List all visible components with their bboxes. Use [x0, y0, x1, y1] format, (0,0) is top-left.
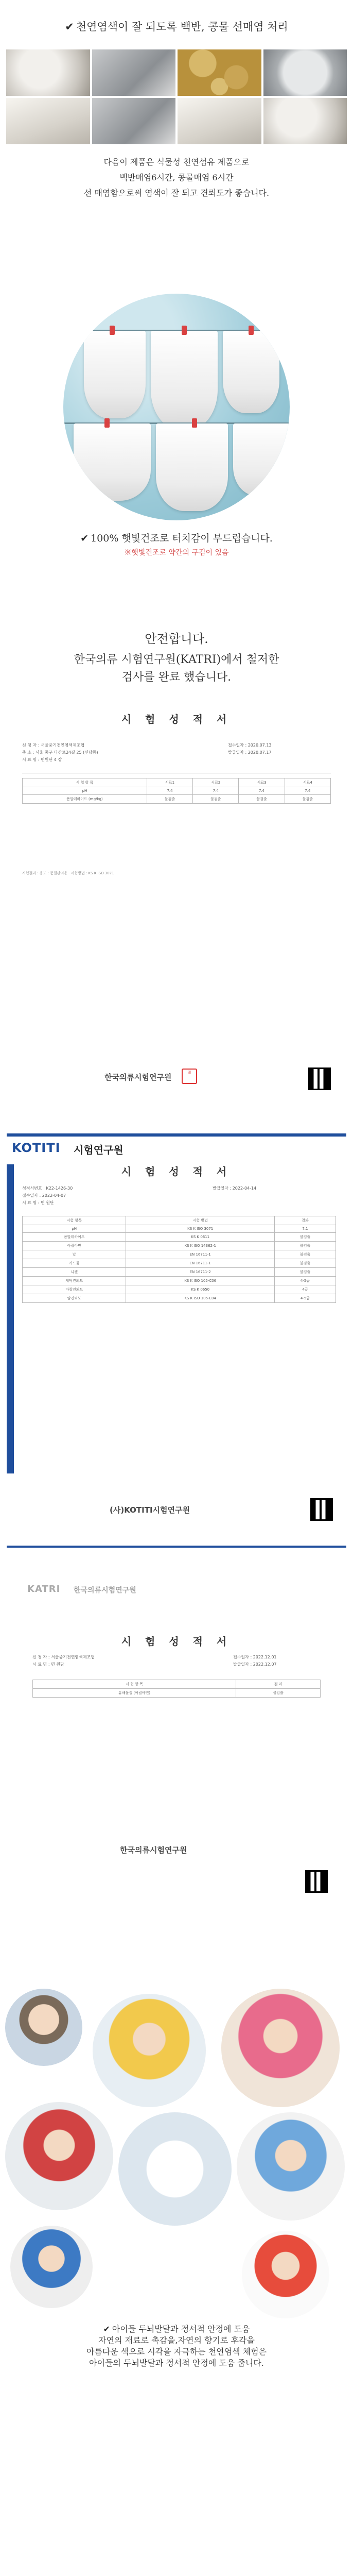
premordant-section	[0, 0, 353, 289]
table-row	[23, 1225, 336, 1233]
test-certificate-katri-2020	[12, 701, 341, 1113]
dyed-cloth-photo	[263, 98, 347, 144]
kid-photo	[237, 2112, 345, 2221]
table-row	[23, 1233, 336, 1242]
footer-bar	[7, 1546, 346, 1548]
table-cell: 7.4	[239, 787, 285, 795]
table-row	[23, 1259, 336, 1268]
table-cell: 7.4	[285, 787, 330, 795]
table-row	[23, 787, 331, 795]
certificate-note: 시험결과 : 용도 : 품질관리용 · 시험방법 : KS K ISO 3071	[22, 871, 114, 875]
table-cell: 4급	[274, 1285, 336, 1294]
table-header: 시험 항목	[23, 1216, 126, 1225]
field-line: 신 청 자 : 서울중기천연염색제조협	[32, 1655, 95, 1659]
steel-bowl-photo	[92, 98, 176, 144]
hanging-cloth	[74, 423, 151, 501]
institute-name: 한국의류시험연구원	[120, 1845, 187, 1855]
table-header: 시 험 항 목	[33, 1680, 236, 1689]
sun-dry-note: ※햇빛건조로 약간의 구김이 있음	[124, 549, 229, 557]
test-certificate-katri-2022	[17, 1577, 336, 1968]
table-row	[23, 1242, 336, 1250]
certificate-dates	[213, 1185, 336, 1192]
clothespin-icon	[249, 326, 254, 335]
hanging-cloth	[151, 331, 218, 429]
table-cell: 니켈	[23, 1268, 126, 1277]
kids-experience-section	[0, 1989, 353, 2370]
katri-logo: KATRI	[27, 1584, 61, 1595]
hanging-cloth	[223, 331, 279, 413]
safety-heading: 안전합니다.	[145, 632, 208, 646]
table-cell: 불검출	[274, 1233, 336, 1242]
field-line: 접수일자 : 2022-04-07	[22, 1193, 66, 1198]
field-line: 성적서번호 : K22-1426-30	[22, 1186, 73, 1191]
table-cell: 불검출	[274, 1242, 336, 1250]
cotton-photo	[6, 49, 90, 96]
premordant-title: ✔ 천연염색이 잘 되도록 백반, 콩물 선매염 처리	[65, 21, 288, 33]
certificate-title: 시 험 성 적 서	[121, 713, 232, 725]
clothespin-icon	[192, 418, 197, 428]
table-cell: KS K 0611	[126, 1233, 275, 1242]
certificate-fields	[22, 1185, 177, 1207]
kids-line: 아이들의 두뇌발달과 정서적 안정에 도움 줍니다.	[89, 2358, 264, 2368]
table-cell: KS K 0650	[126, 1285, 275, 1294]
table-row	[23, 1268, 336, 1277]
table-cell: 불검출	[274, 1259, 336, 1268]
clothespin-icon	[182, 326, 187, 335]
process-photo-grid	[6, 49, 347, 144]
table-cell: 불검출	[239, 795, 285, 804]
table-cell: EN 16711-1	[126, 1250, 275, 1259]
table-row	[23, 795, 331, 804]
kids-line: 아름다운 색으로 시각을 자극하는 천연염색 체험은	[86, 2347, 267, 2357]
kotiti-logo-korean: 시험연구원	[74, 1144, 123, 1156]
table-cell: 불검출	[274, 1268, 336, 1277]
safety-section	[0, 567, 353, 701]
field-line: 발급일자 : 2020.07.17	[228, 750, 272, 755]
field-line: 시 료 명 : 면원단 4 장	[22, 757, 62, 762]
field-line: 발급일자 : 2022-04-14	[213, 1186, 257, 1191]
kid-photo	[10, 2226, 93, 2308]
table-header: 시료3	[239, 778, 285, 787]
table-header: 결과	[274, 1216, 336, 1225]
certificate-fields	[22, 742, 187, 764]
table-row	[23, 1294, 336, 1303]
kid-photo	[5, 2102, 113, 2210]
table-cell: pH	[23, 1225, 126, 1233]
table-header: 시 험 항 목	[23, 778, 147, 787]
kid-photo	[93, 1994, 206, 2107]
results-table	[22, 1216, 336, 1303]
qr-code-icon	[305, 1870, 328, 1893]
kotiti-logo: KOTITI	[12, 1141, 61, 1155]
clothespin-icon	[104, 418, 110, 428]
table-cell: KS K ISO 14362-1	[126, 1242, 275, 1250]
table-cell: 마찰견뢰도	[23, 1285, 126, 1294]
description-line: 다음이 제품은 식물성 천연섬유 제품으로	[103, 157, 250, 167]
premordant-description	[0, 155, 353, 201]
table-cell: 7.1	[274, 1225, 336, 1233]
side-bar	[7, 1164, 14, 1473]
table-header-row	[23, 778, 331, 787]
table-cell: 7.4	[193, 787, 239, 795]
seal-stamp-icon: 印	[182, 1069, 197, 1084]
table-cell: 폼알데하이드	[23, 1233, 126, 1242]
header-bar	[7, 1133, 346, 1137]
fabric-soak-photo	[6, 98, 90, 144]
table-cell: 불검출	[193, 795, 239, 804]
hanging-cloth	[233, 423, 290, 496]
table-header: 시료4	[285, 778, 330, 787]
kids-line: 자연의 재료로 촉감을,자연의 향기로 후각을	[98, 2335, 255, 2345]
table-cell: 아릴아민	[23, 1242, 126, 1250]
table-cell: 7.4	[147, 787, 192, 795]
kid-photo	[5, 1989, 82, 2066]
table-header: 결 과	[236, 1680, 321, 1689]
table-cell: KS K ISO 3071	[126, 1225, 275, 1233]
subheading-line: 한국의류 시험연구원(KATRI)에서 철저한	[74, 653, 279, 666]
table-header-row	[33, 1680, 321, 1689]
kids-description	[0, 2324, 353, 2369]
soybean-photo	[178, 49, 261, 96]
test-certificate-kotiti	[7, 1133, 346, 1556]
kid-photo	[242, 2231, 329, 2318]
institute-name: (사)KOTITI시험연구원	[110, 1505, 190, 1515]
metal-plate-photo	[263, 49, 347, 96]
table-cell: KS K ISO 105-C06	[126, 1277, 275, 1285]
table-cell: KS K ISO 105-E04	[126, 1294, 275, 1303]
subheading-line: 검사를 완료 했습니다.	[121, 671, 232, 684]
check-icon: ✔	[65, 21, 74, 33]
table-row	[23, 1250, 336, 1259]
table-cell: 4-5급	[274, 1294, 336, 1303]
certificate-title: 시 험 성 적 서	[121, 1635, 232, 1648]
katri-logo-korean: 한국의류시험연구원	[74, 1586, 136, 1595]
hanging-cloth	[156, 423, 228, 511]
table-cell: 불검출	[285, 795, 330, 804]
check-icon: ✔	[80, 533, 89, 544]
table-header: 시료1	[147, 778, 192, 787]
table-cell: 세탁견뢰도	[23, 1277, 126, 1285]
field-line: 시 료 명 : 면 원단	[22, 1200, 54, 1205]
results-table	[32, 1680, 321, 1698]
table-cell: pH	[23, 787, 147, 795]
table-row	[23, 1277, 336, 1285]
certificate-fields	[32, 1654, 187, 1668]
table-header: 시험 방법	[126, 1216, 275, 1225]
sun-dry-title: ✔ 100% 햇빛건조로 터치감이 부드럽습니다.	[80, 533, 273, 544]
field-line: 발급일자 : 2022.12.07	[233, 1662, 277, 1667]
metal-bowl-photo	[92, 49, 176, 96]
description-line: 선 매염함으로써 염색이 잘 되고 견뢰도가 좋습니다.	[83, 188, 270, 198]
field-line: 주 소 : 서울 중구 다산로24길 25 (신당동)	[22, 750, 98, 755]
kid-photo	[221, 1989, 340, 2107]
table-cell: 불검출	[147, 795, 192, 804]
certificate-dates	[228, 742, 331, 756]
drying-cloth-photo	[63, 294, 290, 520]
results-table	[22, 778, 331, 804]
certificate-title: 시 험 성 적 서	[121, 1165, 232, 1178]
field-line: 시 료 명 : 면 원단	[32, 1662, 64, 1667]
table-cell: 4-5급	[274, 1277, 336, 1285]
field-line: 접수일자 : 2022.12.01	[233, 1655, 277, 1659]
hanging-cloth	[84, 331, 146, 418]
table-cell: EN 16711-2	[126, 1268, 275, 1277]
certificate-dates	[233, 1654, 326, 1668]
table-cell: 불검출	[274, 1250, 336, 1259]
qr-code-icon	[308, 1067, 331, 1090]
check-icon: ✔	[103, 2324, 110, 2334]
table-row	[33, 1689, 321, 1698]
table-cell: EN 16711-1	[126, 1259, 275, 1268]
table-header: 시료2	[193, 778, 239, 787]
safety-subheading	[0, 651, 353, 686]
institute-name: 한국의류시험연구원	[104, 1073, 172, 1082]
table-cell: 불검출	[236, 1689, 321, 1698]
kid-photo	[118, 2112, 232, 2226]
cloth-wash-photo	[178, 98, 261, 144]
kids-line: ✔ 아이들 두뇌발달과 정서적 안정에 도움	[103, 2324, 250, 2334]
table-row	[23, 1285, 336, 1294]
field-line: 신 청 자 : 서울중기천연염색제조협	[22, 743, 85, 748]
table-cell: 카드뮴	[23, 1259, 126, 1268]
table-cell: 땀견뢰도	[23, 1294, 126, 1303]
table-cell: 폼알데하이드 (mg/kg)	[23, 795, 147, 804]
clothespin-icon	[110, 326, 115, 335]
qr-code-icon	[310, 1498, 333, 1521]
table-header-row	[23, 1216, 336, 1225]
description-line: 백반매염6시간, 콩물매염 6시간	[119, 173, 234, 182]
sun-dry-section	[0, 289, 353, 567]
table-cell: 납	[23, 1250, 126, 1259]
table-cell: 유해물질 (아릴아민)	[33, 1689, 236, 1698]
field-line: 접수일자 : 2020.07.13	[228, 743, 272, 748]
